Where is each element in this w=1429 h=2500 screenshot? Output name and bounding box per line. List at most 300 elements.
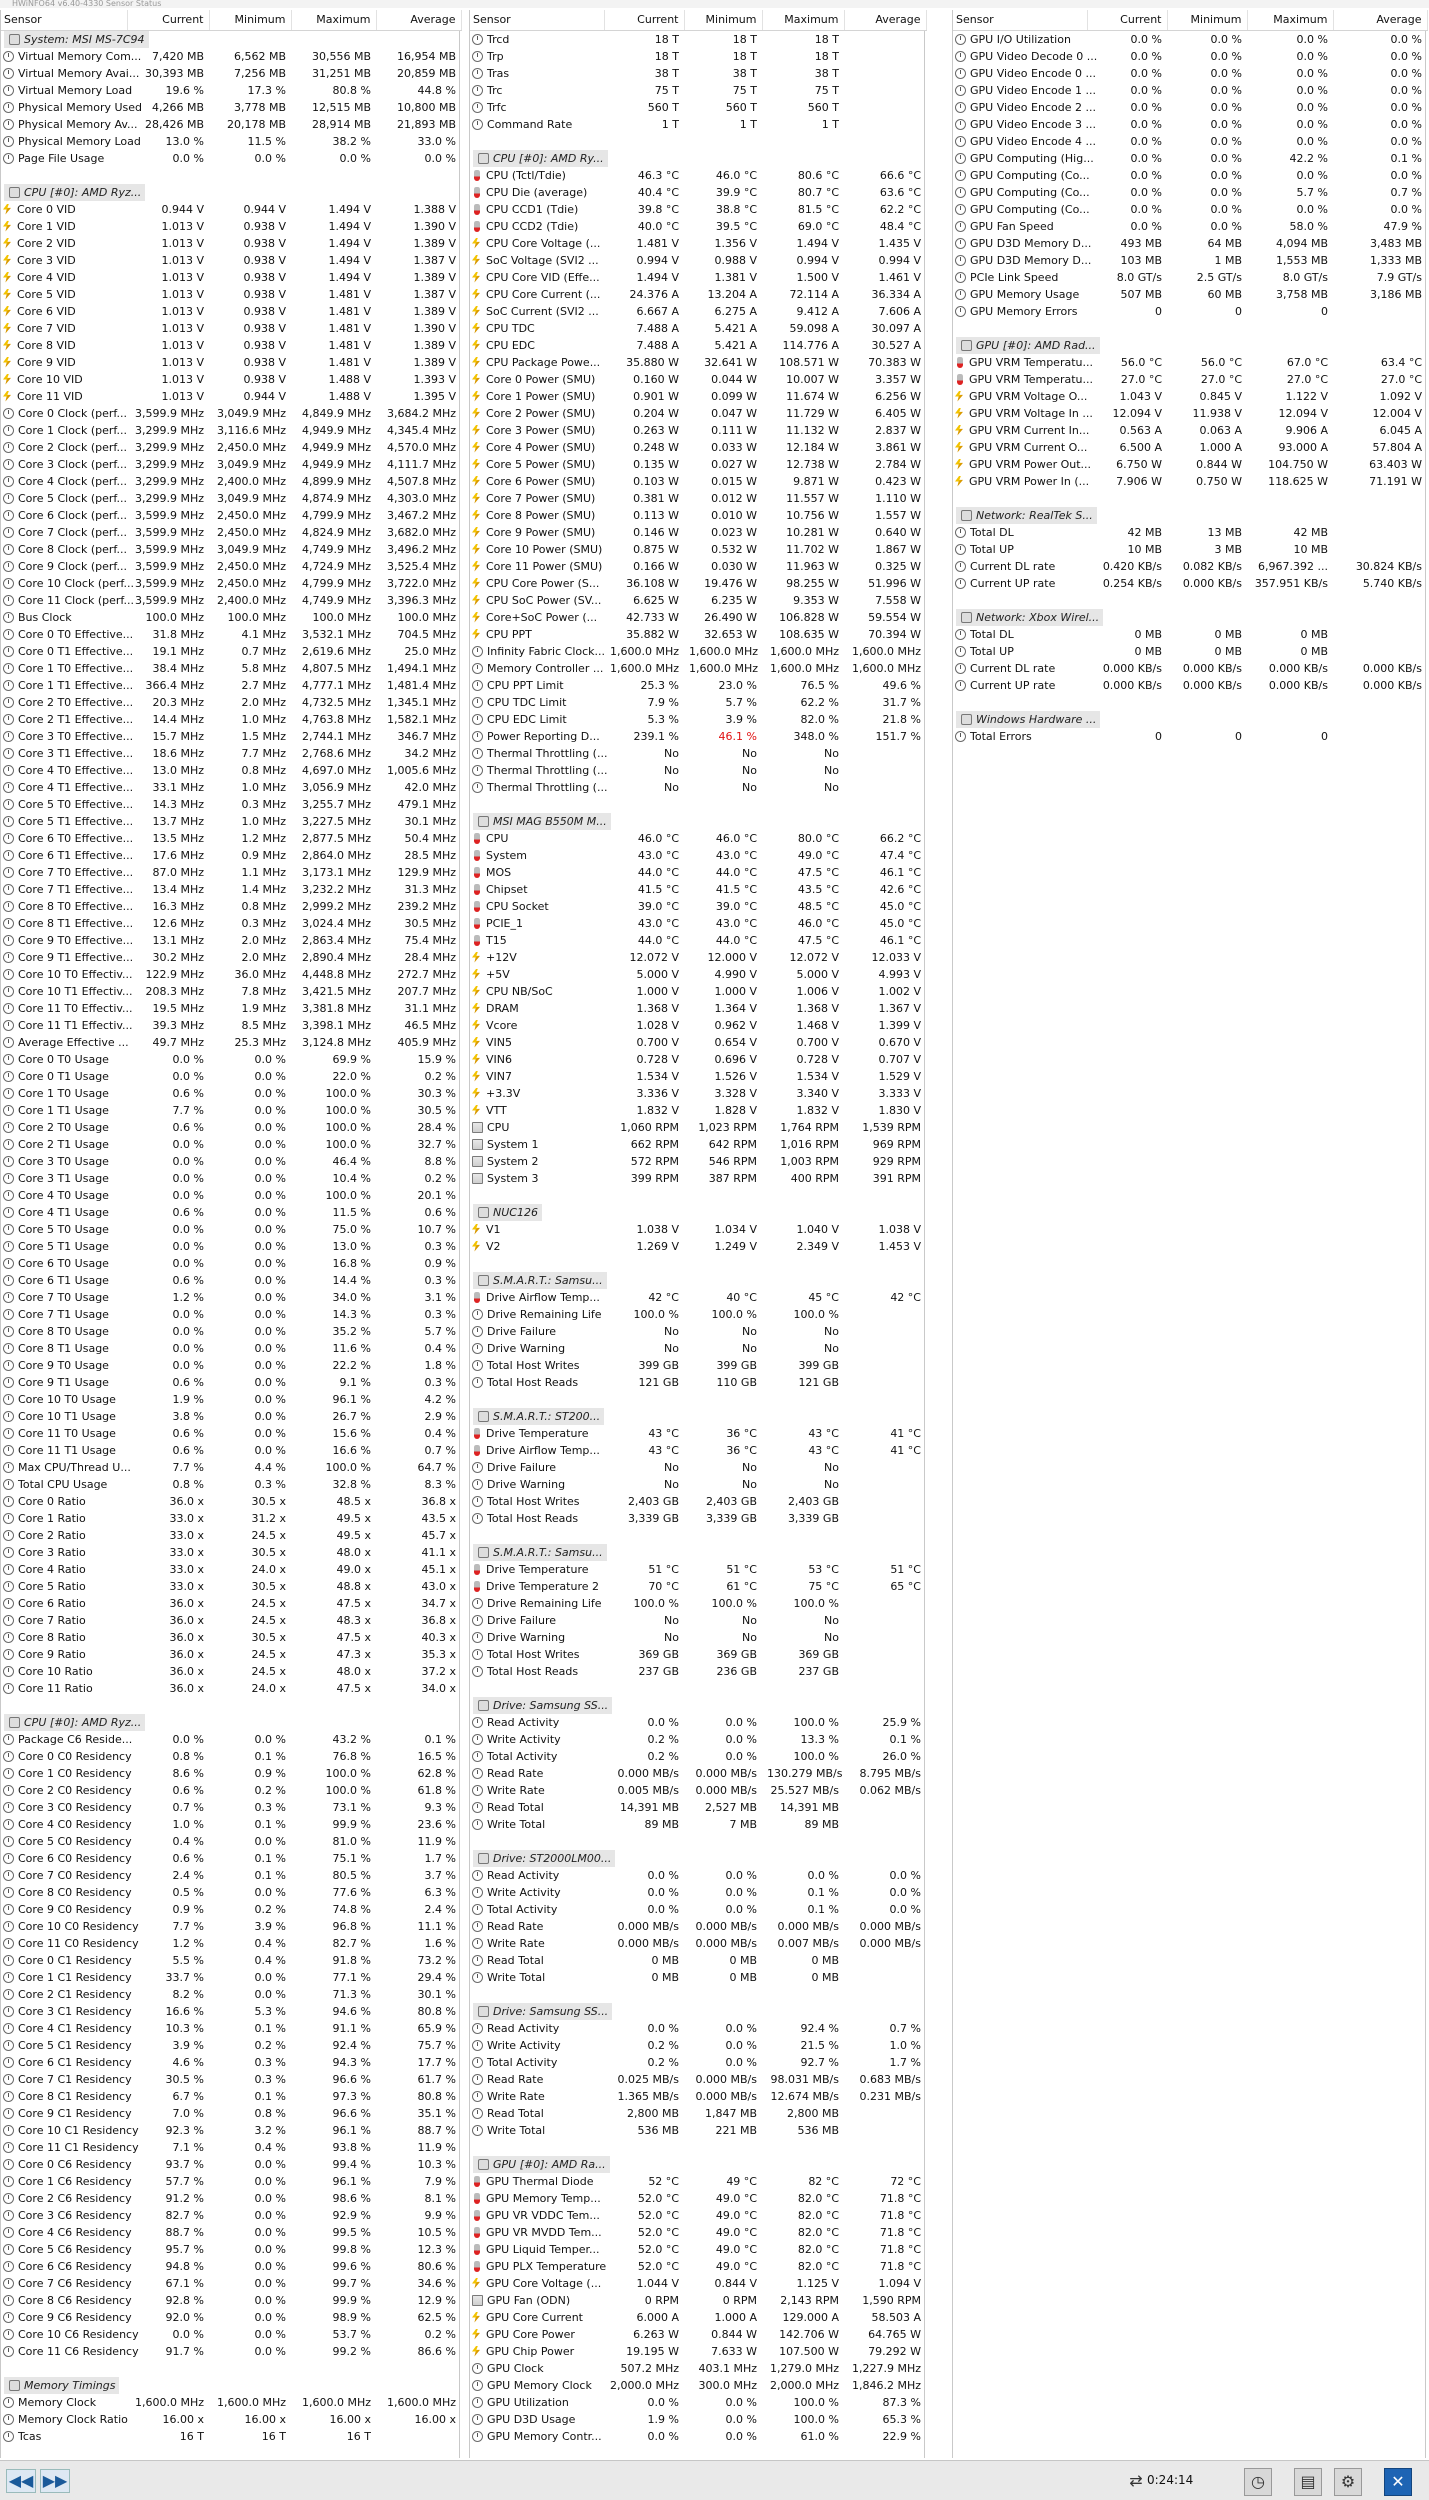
- sensor-row[interactable]: [470, 949, 926, 966]
- sensor-group-header[interactable]: [1, 184, 461, 201]
- sensor-row[interactable]: [470, 1748, 926, 1765]
- sensor-row[interactable]: [470, 2377, 926, 2394]
- sensor-row[interactable]: [1, 354, 461, 371]
- sensor-row[interactable]: [470, 2037, 926, 2054]
- sensor-row[interactable]: [470, 1289, 926, 1306]
- sensor-row[interactable]: [470, 2122, 926, 2139]
- sensor-row[interactable]: [470, 1816, 926, 1833]
- sensor-row[interactable]: [470, 1901, 926, 1918]
- sensor-row[interactable]: [1, 1595, 461, 1612]
- sensor-row[interactable]: [1, 337, 461, 354]
- sensor-row[interactable]: [470, 1663, 926, 1680]
- sensor-row[interactable]: [953, 235, 1427, 252]
- sensor-row[interactable]: [1, 847, 461, 864]
- sensor-row[interactable]: [1, 779, 461, 796]
- sensor-row[interactable]: [953, 456, 1427, 473]
- sensor-row[interactable]: [1, 575, 461, 592]
- sensor-row[interactable]: [470, 235, 926, 252]
- sensor-group-header[interactable]: [1, 1714, 461, 1731]
- sensor-row[interactable]: [470, 1867, 926, 1884]
- sensor-row[interactable]: [470, 2258, 926, 2275]
- sensor-row[interactable]: [470, 439, 926, 456]
- sensor-row[interactable]: [1, 1629, 461, 1646]
- sensor-row[interactable]: [1, 1170, 461, 1187]
- sensor-row[interactable]: [1, 1391, 461, 1408]
- sensor-row[interactable]: [1, 2207, 461, 2224]
- sensor-row[interactable]: [470, 303, 926, 320]
- sensor-row[interactable]: [470, 983, 926, 1000]
- sensor-row[interactable]: [1, 1221, 461, 1238]
- sensor-row[interactable]: [470, 1884, 926, 1901]
- sensor-row[interactable]: [953, 422, 1427, 439]
- sensor-row[interactable]: [953, 677, 1427, 694]
- sensor-row[interactable]: [1, 405, 461, 422]
- sensor-row[interactable]: [470, 932, 926, 949]
- sensor-row[interactable]: [1, 2173, 461, 2190]
- sensor-row[interactable]: [470, 354, 926, 371]
- sensor-row[interactable]: [470, 2411, 926, 2428]
- sensor-row[interactable]: [470, 1442, 926, 1459]
- sensor-row[interactable]: [470, 609, 926, 626]
- sensor-row[interactable]: [1, 1510, 461, 1527]
- sensor-row[interactable]: [470, 2394, 926, 2411]
- sensor-row[interactable]: [470, 1952, 926, 1969]
- sensor-row[interactable]: [1, 813, 461, 830]
- sensor-row[interactable]: [1, 1136, 461, 1153]
- sensor-row[interactable]: [1, 2309, 461, 2326]
- sensor-row[interactable]: [470, 48, 926, 65]
- sensor-row[interactable]: [470, 1034, 926, 1051]
- sensor-row[interactable]: [1, 1833, 461, 1850]
- sensor-row[interactable]: [1, 99, 461, 116]
- sensor-row[interactable]: [1, 677, 461, 694]
- sensor-row[interactable]: [1, 711, 461, 728]
- sensor-row[interactable]: [1, 1374, 461, 1391]
- sensor-row[interactable]: [470, 1153, 926, 1170]
- sensor-group-header[interactable]: [470, 150, 926, 167]
- sensor-row[interactable]: [1, 320, 461, 337]
- sensor-row[interactable]: [470, 2190, 926, 2207]
- column-header-maximum[interactable]: Maximum: [762, 10, 844, 30]
- sensor-row[interactable]: [470, 473, 926, 490]
- sensor-row[interactable]: [470, 252, 926, 269]
- sensor-row[interactable]: [1, 949, 461, 966]
- sensor-row[interactable]: [470, 626, 926, 643]
- sensor-row[interactable]: [1, 1068, 461, 1085]
- sensor-row[interactable]: [953, 150, 1427, 167]
- sensor-row[interactable]: [953, 371, 1427, 388]
- column-header-current[interactable]: Current: [604, 10, 684, 30]
- sensor-row[interactable]: [1, 218, 461, 235]
- sensor-row[interactable]: [1, 1935, 461, 1952]
- sensor-row[interactable]: [470, 30, 926, 48]
- sensor-row[interactable]: [1, 1663, 461, 1680]
- sensor-row[interactable]: [1, 2241, 461, 2258]
- sensor-row[interactable]: [1, 898, 461, 915]
- sensor-row[interactable]: [1, 1357, 461, 1374]
- sensor-row[interactable]: [953, 30, 1427, 48]
- sensor-row[interactable]: [1, 1986, 461, 2003]
- sensor-row[interactable]: [953, 388, 1427, 405]
- sensor-row[interactable]: [470, 1935, 926, 1952]
- sensor-row[interactable]: [470, 864, 926, 881]
- sensor-row[interactable]: [1, 252, 461, 269]
- sensor-row[interactable]: [1, 2326, 461, 2343]
- sensor-row[interactable]: [470, 2275, 926, 2292]
- sensor-row[interactable]: [1, 881, 461, 898]
- sensor-row[interactable]: [1, 1442, 461, 1459]
- sensor-row[interactable]: [1, 82, 461, 99]
- sensor-row[interactable]: [1, 983, 461, 1000]
- sensor-row[interactable]: [470, 1051, 926, 1068]
- sensor-row[interactable]: [470, 711, 926, 728]
- sensor-row[interactable]: [470, 1000, 926, 1017]
- column-header-maximum[interactable]: Maximum: [1247, 10, 1333, 30]
- sensor-row[interactable]: [1, 660, 461, 677]
- sensor-group-header[interactable]: [470, 2156, 926, 2173]
- sensor-row[interactable]: [470, 762, 926, 779]
- sensor-row[interactable]: [1, 2190, 461, 2207]
- sensor-row[interactable]: [1, 2054, 461, 2071]
- column-header-average[interactable]: Average: [844, 10, 926, 30]
- sensor-row[interactable]: [470, 371, 926, 388]
- column-header-sensor[interactable]: Sensor: [953, 10, 1087, 30]
- column-header-average[interactable]: Average: [376, 10, 461, 30]
- sensor-group-header[interactable]: [470, 1697, 926, 1714]
- sensor-row[interactable]: [953, 269, 1427, 286]
- sensor-row[interactable]: [1, 762, 461, 779]
- sensor-row[interactable]: [1, 2258, 461, 2275]
- sensor-row[interactable]: [470, 1340, 926, 1357]
- sensor-group-header[interactable]: [953, 711, 1427, 728]
- sensor-row[interactable]: [1, 303, 461, 320]
- sensor-row[interactable]: [1, 541, 461, 558]
- sensor-row[interactable]: [470, 1799, 926, 1816]
- sensor-row[interactable]: [1, 1561, 461, 1578]
- sensor-row[interactable]: [953, 303, 1427, 320]
- column-header-minimum[interactable]: Minimum: [1167, 10, 1247, 30]
- sensor-row[interactable]: [953, 524, 1427, 541]
- sensor-row[interactable]: [1, 524, 461, 541]
- sensor-row[interactable]: [1, 1425, 461, 1442]
- sensor-row[interactable]: [1, 830, 461, 847]
- sensor-row[interactable]: [470, 2207, 926, 2224]
- sensor-row[interactable]: [470, 2054, 926, 2071]
- sensor-row[interactable]: [953, 439, 1427, 456]
- sensor-row[interactable]: [1, 1612, 461, 1629]
- sensor-row[interactable]: [953, 405, 1427, 422]
- sensor-row[interactable]: [1, 1578, 461, 1595]
- sensor-row[interactable]: [1, 864, 461, 881]
- sensor-row[interactable]: [470, 388, 926, 405]
- sensor-row[interactable]: [953, 286, 1427, 303]
- sensor-row[interactable]: [470, 2071, 926, 2088]
- sensor-row[interactable]: [1, 558, 461, 575]
- sensor-row[interactable]: [470, 1221, 926, 1238]
- sensor-row[interactable]: [470, 490, 926, 507]
- sensor-row[interactable]: [953, 728, 1427, 745]
- sensor-row[interactable]: [1, 473, 461, 490]
- sensor-row[interactable]: [470, 1969, 926, 1986]
- sensor-row[interactable]: [1, 2105, 461, 2122]
- sensor-row[interactable]: [953, 133, 1427, 150]
- sensor-panel-2[interactable]: [469, 10, 925, 2458]
- close-button[interactable]: ✕: [1384, 2468, 1412, 2496]
- sensor-row[interactable]: [1, 1748, 461, 1765]
- sensor-row[interactable]: [470, 1918, 926, 1935]
- sensor-row[interactable]: [1, 1255, 461, 1272]
- sensor-row[interactable]: [470, 1476, 926, 1493]
- sensor-row[interactable]: [1, 1187, 461, 1204]
- sensor-row[interactable]: [953, 82, 1427, 99]
- sensor-row[interactable]: [1, 1272, 461, 1289]
- sensor-row[interactable]: [470, 660, 926, 677]
- sensor-row[interactable]: [1, 1901, 461, 1918]
- sensor-row[interactable]: [1, 1238, 461, 1255]
- sensor-row[interactable]: [1, 2037, 461, 2054]
- column-header-minimum[interactable]: Minimum: [684, 10, 762, 30]
- sensor-row[interactable]: [470, 1561, 926, 1578]
- sensor-row[interactable]: [1, 2139, 461, 2156]
- sensor-row[interactable]: [1, 490, 461, 507]
- sensor-row[interactable]: [1, 286, 461, 303]
- sensor-row[interactable]: [953, 541, 1427, 558]
- sensor-row[interactable]: [470, 1119, 926, 1136]
- sensor-row[interactable]: [470, 1068, 926, 1085]
- sensor-row[interactable]: [470, 1136, 926, 1153]
- sensor-row[interactable]: [1, 1476, 461, 1493]
- sensor-row[interactable]: [1, 116, 461, 133]
- sensor-row[interactable]: [470, 541, 926, 558]
- sensor-row[interactable]: [953, 48, 1427, 65]
- sensor-row[interactable]: [470, 575, 926, 592]
- sensor-row[interactable]: [470, 1017, 926, 1034]
- sensor-row[interactable]: [470, 779, 926, 796]
- sensor-row[interactable]: [1, 235, 461, 252]
- sensor-row[interactable]: [1, 2292, 461, 2309]
- sensor-row[interactable]: [470, 1085, 926, 1102]
- sensor-row[interactable]: [470, 269, 926, 286]
- sensor-row[interactable]: [1, 456, 461, 473]
- sensor-row[interactable]: [470, 1323, 926, 1340]
- column-header-sensor[interactable]: Sensor: [1, 10, 127, 30]
- sensor-row[interactable]: [1, 2224, 461, 2241]
- sensor-row[interactable]: [470, 1595, 926, 1612]
- clock-icon[interactable]: ◷: [1244, 2468, 1272, 2496]
- sensor-group-header[interactable]: [1, 30, 461, 48]
- sensor-row[interactable]: [1, 1850, 461, 1867]
- sensor-row[interactable]: [1, 2394, 461, 2411]
- sensor-row[interactable]: [1, 1153, 461, 1170]
- sensor-row[interactable]: [1, 439, 461, 456]
- sensor-row[interactable]: [470, 592, 926, 609]
- sensor-row[interactable]: [1, 915, 461, 932]
- sensor-row[interactable]: [470, 1731, 926, 1748]
- sensor-row[interactable]: [470, 65, 926, 82]
- sensor-row[interactable]: [1, 1051, 461, 1068]
- sensor-row[interactable]: [470, 677, 926, 694]
- sensor-row[interactable]: [470, 405, 926, 422]
- column-header-sensor[interactable]: Sensor: [470, 10, 604, 30]
- sensor-row[interactable]: [1, 1816, 461, 1833]
- sensor-row[interactable]: [470, 694, 926, 711]
- sensor-row[interactable]: [1, 1408, 461, 1425]
- sensor-row[interactable]: [1, 150, 461, 167]
- sensor-row[interactable]: [470, 1357, 926, 1374]
- sensor-row[interactable]: [953, 252, 1427, 269]
- sensor-row[interactable]: [470, 1425, 926, 1442]
- sensor-group-header[interactable]: [470, 1544, 926, 1561]
- sensor-row[interactable]: [470, 422, 926, 439]
- sensor-row[interactable]: [470, 1510, 926, 1527]
- sensor-row[interactable]: [1, 2088, 461, 2105]
- sensor-row[interactable]: [1, 1680, 461, 1697]
- sensor-row[interactable]: [1, 1034, 461, 1051]
- sensor-row[interactable]: [470, 2173, 926, 2190]
- sensor-row[interactable]: [1, 1969, 461, 1986]
- sensor-row[interactable]: [1, 728, 461, 745]
- sensor-row[interactable]: [470, 2105, 926, 2122]
- sensor-group-header[interactable]: [470, 1850, 926, 1867]
- sensor-row[interactable]: [1, 371, 461, 388]
- sensor-group-header[interactable]: [953, 337, 1427, 354]
- sensor-row[interactable]: [1, 388, 461, 405]
- sensor-row[interactable]: [1, 1119, 461, 1136]
- sensor-row[interactable]: [1, 1306, 461, 1323]
- sensor-row[interactable]: [1, 65, 461, 82]
- sensor-row[interactable]: [1, 2122, 461, 2139]
- sensor-row[interactable]: [470, 728, 926, 745]
- sensor-row[interactable]: [470, 2428, 926, 2445]
- sensor-row[interactable]: [1, 1085, 461, 1102]
- sensor-row[interactable]: [1, 694, 461, 711]
- sensor-row[interactable]: [470, 184, 926, 201]
- sensor-row[interactable]: [1, 2343, 461, 2360]
- sensor-row[interactable]: [470, 218, 926, 235]
- sensor-row[interactable]: [1, 1867, 461, 1884]
- sensor-row[interactable]: [470, 1493, 926, 1510]
- sensor-row[interactable]: [1, 2003, 461, 2020]
- column-header-average[interactable]: Average: [1333, 10, 1427, 30]
- sensor-row[interactable]: [470, 1374, 926, 1391]
- sensor-row[interactable]: [1, 1323, 461, 1340]
- sensor-row[interactable]: [1, 626, 461, 643]
- sensor-row[interactable]: [470, 745, 926, 762]
- sensor-row[interactable]: [470, 2309, 926, 2326]
- sensor-row[interactable]: [1, 592, 461, 609]
- sensor-row[interactable]: [953, 201, 1427, 218]
- sensor-panel-3[interactable]: [952, 10, 1426, 2458]
- sensor-row[interactable]: [953, 354, 1427, 371]
- sensor-row[interactable]: [1, 48, 461, 65]
- sensor-row[interactable]: [470, 116, 926, 133]
- sensor-row[interactable]: [1, 269, 461, 286]
- sensor-row[interactable]: [1, 1017, 461, 1034]
- sensor-row[interactable]: [953, 473, 1427, 490]
- sensor-row[interactable]: [470, 2326, 926, 2343]
- sensor-row[interactable]: [1, 2411, 461, 2428]
- sensor-row[interactable]: [470, 2020, 926, 2037]
- sensor-row[interactable]: [1, 1459, 461, 1476]
- sensor-row[interactable]: [1, 201, 461, 218]
- sensor-row[interactable]: [470, 2241, 926, 2258]
- sensor-row[interactable]: [470, 1646, 926, 1663]
- sensor-row[interactable]: [470, 2088, 926, 2105]
- sensor-row[interactable]: [1, 422, 461, 439]
- sensor-row[interactable]: [470, 82, 926, 99]
- sensor-row[interactable]: [470, 1629, 926, 1646]
- sensor-row[interactable]: [470, 2343, 926, 2360]
- sensor-row[interactable]: [470, 507, 926, 524]
- report-icon[interactable]: ▤: [1294, 2468, 1322, 2496]
- network-icon[interactable]: ⇄: [1129, 2471, 1143, 2490]
- sensor-row[interactable]: [470, 167, 926, 184]
- sensor-row[interactable]: [1, 609, 461, 626]
- sensor-row[interactable]: [1, 1340, 461, 1357]
- sensor-row[interactable]: [1, 1527, 461, 1544]
- sensor-row[interactable]: [470, 1782, 926, 1799]
- sensor-row[interactable]: [1, 1544, 461, 1561]
- sensor-group-header[interactable]: [1, 2377, 461, 2394]
- sensor-row[interactable]: [470, 898, 926, 915]
- sensor-row[interactable]: [1, 1884, 461, 1901]
- sensor-row[interactable]: [470, 286, 926, 303]
- settings-icon[interactable]: ⚙: [1334, 2468, 1362, 2496]
- sensor-row[interactable]: [953, 643, 1427, 660]
- sensor-row[interactable]: [1, 1799, 461, 1816]
- sensor-row[interactable]: [1, 1493, 461, 1510]
- sensor-row[interactable]: [470, 1238, 926, 1255]
- sensor-row[interactable]: [1, 2071, 461, 2088]
- sensor-row[interactable]: [1, 966, 461, 983]
- sensor-row[interactable]: [470, 1306, 926, 1323]
- sensor-panel-1[interactable]: [0, 10, 460, 2458]
- sensor-row[interactable]: [470, 1102, 926, 1119]
- sensor-group-header[interactable]: [470, 1204, 926, 1221]
- sensor-row[interactable]: [470, 201, 926, 218]
- sensor-row[interactable]: [470, 830, 926, 847]
- sensor-row[interactable]: [953, 65, 1427, 82]
- sensor-row[interactable]: [470, 524, 926, 541]
- sensor-row[interactable]: [953, 558, 1427, 575]
- column-header-current[interactable]: Current: [1087, 10, 1167, 30]
- sensor-row[interactable]: [953, 116, 1427, 133]
- sensor-row[interactable]: [470, 915, 926, 932]
- sensor-row[interactable]: [470, 320, 926, 337]
- sensor-row[interactable]: [953, 660, 1427, 677]
- sensor-group-header[interactable]: [470, 2003, 926, 2020]
- sensor-row[interactable]: [470, 643, 926, 660]
- sensor-group-header[interactable]: [953, 507, 1427, 524]
- sensor-row[interactable]: [1, 643, 461, 660]
- fast-forward-icon[interactable]: ▶▶: [40, 2469, 70, 2493]
- sensor-row[interactable]: [1, 1000, 461, 1017]
- sensor-row[interactable]: [1, 1918, 461, 1935]
- sensor-row[interactable]: [1, 1102, 461, 1119]
- sensor-row[interactable]: [953, 218, 1427, 235]
- sensor-row[interactable]: [470, 1170, 926, 1187]
- sensor-row[interactable]: [470, 1612, 926, 1629]
- column-header-maximum[interactable]: Maximum: [291, 10, 376, 30]
- sensor-row[interactable]: [1, 507, 461, 524]
- sensor-row[interactable]: [1, 1646, 461, 1663]
- sensor-row[interactable]: [1, 1289, 461, 1306]
- sensor-row[interactable]: [470, 337, 926, 354]
- sensor-row[interactable]: [1, 796, 461, 813]
- sensor-row[interactable]: [470, 456, 926, 473]
- sensor-row[interactable]: [470, 1578, 926, 1595]
- sensor-row[interactable]: [1, 1782, 461, 1799]
